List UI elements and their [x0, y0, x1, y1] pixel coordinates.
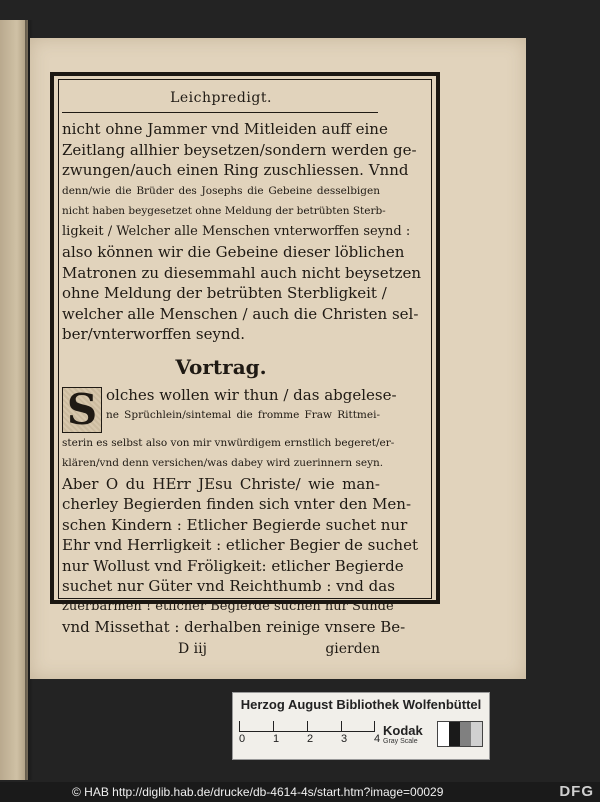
previous-page-edge [0, 20, 28, 780]
paragraph-1 [62, 119, 422, 345]
dfg-logo: DFG [559, 783, 594, 800]
text-line: schen Kindern : Etlicher Begierde suchet nur [62, 515, 408, 534]
running-head: Leichpredigt. [170, 90, 272, 106]
catchword: gierden [325, 640, 380, 657]
copyright-link[interactable]: © HAB http://diglib.hab.de/drucke/db-4614-4s/start.htm?image=00029 [72, 785, 444, 799]
decorated-initial: S [62, 387, 102, 433]
ruler-number: 1 [273, 733, 280, 745]
text-line: Ehr vnd Herrligkeit : etlicher Begier de suchet [62, 536, 418, 554]
text-line: nicht haben beygesetzet ohne Meldung der betrübten Sterb- [62, 205, 386, 217]
text-line: Matronen zu diesemmahl auch nicht beysetzen [62, 263, 422, 282]
text-line: zwungen/auch einen Ring zuschliessen. Vnnd [62, 161, 409, 179]
text-line: denn/wie die Brüder des Josephs die Gebeine desselbigen [62, 184, 380, 197]
head-rule [62, 112, 378, 113]
text-line: ohne Meldung der betrübten Sterbligkeit / [62, 284, 387, 302]
paragraph-2 [62, 384, 418, 638]
text-line: ne Sprüchlein/sintemal die fromme Fraw Rittmei- [106, 409, 380, 421]
text-line: also können wir die Gebeine dieser löblichen [62, 243, 405, 261]
text-line: vnd Missethat : derhalben reinige vnsere Be- [62, 618, 406, 636]
footer-bar [0, 782, 600, 802]
text-line: nur Wollust vnd Fröligkeit: etlicher Begierde [62, 556, 404, 575]
text-line: cherley Begierden finden sich vnter den Men- [62, 495, 412, 513]
signature-mark: D iij [178, 640, 207, 657]
text-line: suchet nur Güter vnd Reichthumb : vnd das [62, 577, 395, 595]
page-footer [62, 638, 380, 660]
text-line: olches wollen wir thun / das abgelese- [106, 385, 397, 404]
color-calibration-card [232, 692, 490, 760]
gray-scale-patches [437, 721, 483, 747]
text-line: klären/vnd denn versichen/was dabey wird zuerinnern seyn. [62, 457, 384, 469]
ruler-number: 3 [341, 733, 348, 745]
ruler-number: 4 [374, 733, 381, 745]
kodak-logo-text: Kodak [383, 723, 423, 738]
section-title: Vortrag. [175, 354, 267, 379]
ruler-number: 2 [307, 733, 314, 745]
gray-scale-label: Gray Scale [383, 738, 418, 745]
text-line: ber/vnterworffen seynd. [62, 325, 245, 343]
text-line: Zeitlang allhier beysetzen/sondern werden ge- [62, 140, 417, 159]
text-line: welcher alle Menschen / auch die Christen sel- [62, 304, 419, 323]
text-line: Aber O du HErr JEsu Christe/ wie man- [62, 474, 380, 493]
library-label: Herzog August Bibliothek Wolfenbüttel [240, 697, 482, 712]
text-line: sterin es selbst also von mir vnwürdigem ernstlich begeret/er- [62, 436, 395, 449]
text-line: zuerbarmen ! etlicher Begierde suchen nur Sünde [62, 598, 394, 614]
text-block [62, 86, 422, 660]
ruler-number: 0 [239, 733, 246, 745]
text-line: ligkeit / Welcher alle Menschen vnterworffen seynd : [62, 223, 411, 239]
text-line: nicht ohne Jammer vnd Mitleiden auff eine [62, 120, 388, 138]
ruler-scale [239, 717, 375, 732]
